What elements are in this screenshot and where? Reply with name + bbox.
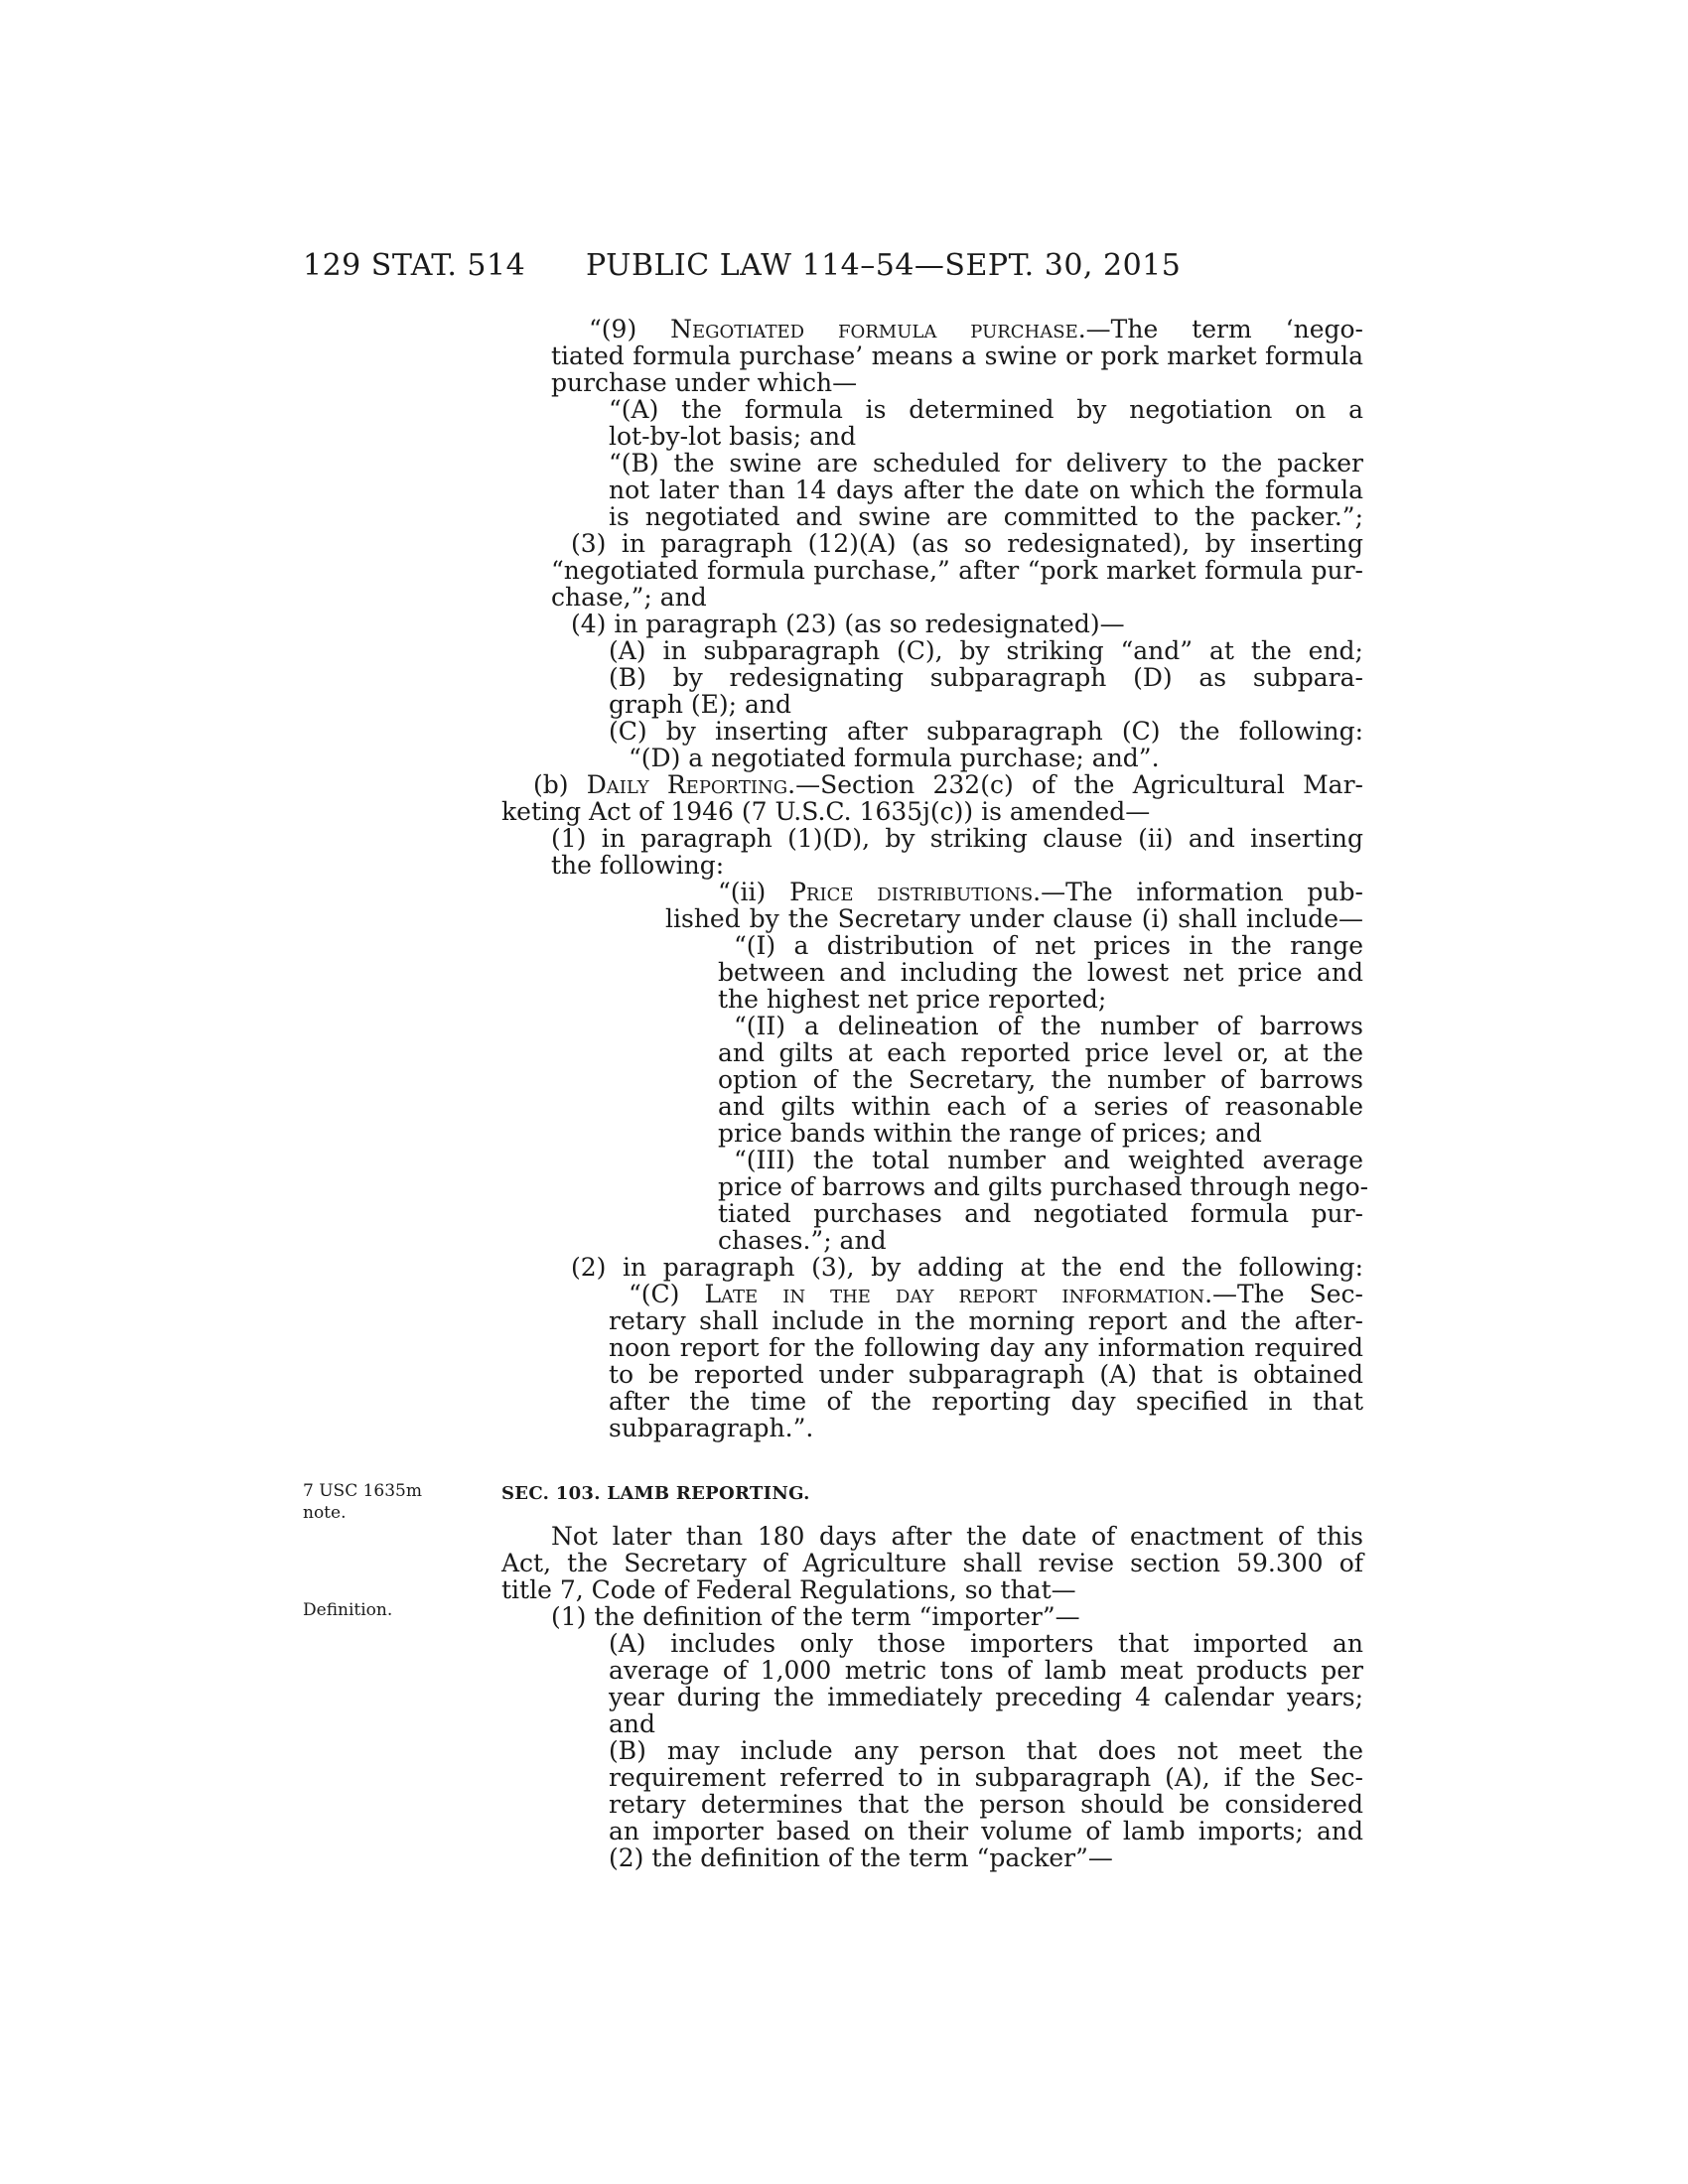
line-text: “(II) a delineation of the number of barrows: [734, 1012, 1363, 1040]
line-text: an importer based on their volume of lamb imports; and: [609, 1817, 1363, 1845]
line-text: noon report for the following day any information required: [609, 1333, 1363, 1362]
text-line: [609, 1710, 1363, 1737]
line-text: (3) in paragraph (12)(A) (as so redesignated), by inserting: [571, 529, 1363, 558]
line-text: subparagraph.”.: [609, 1414, 814, 1442]
text-line: [551, 342, 1363, 369]
line-text: (A) includes only those importers that imported an: [609, 1629, 1363, 1658]
line-text: (B) by redesignating subparagraph (D) as subpara-: [609, 663, 1363, 692]
text-line: [609, 1361, 1363, 1388]
text-line: [609, 477, 1363, 503]
line-text: retary shall include in the morning report and the after-: [609, 1306, 1363, 1335]
text-line: [629, 1281, 1363, 1307]
line-text: keting Act of 1946 (7 U.S.C. 1635j(c)) is amended—: [501, 797, 1151, 826]
margin-note-usc-note: note.: [303, 1503, 347, 1523]
line-text: Not later than 180 days after the date of enactment of this: [551, 1522, 1363, 1551]
line-text: and gilts within each of a series of reasonable: [718, 1092, 1363, 1121]
line-text: (1) the definition of the term “importer”—: [551, 1602, 1080, 1631]
text-line: [609, 664, 1363, 691]
text-line: [609, 423, 1363, 450]
line-text: between and including the lowest net price and: [718, 958, 1363, 987]
text-line: [734, 932, 1363, 959]
line-text: Act, the Secretary of Agriculture shall revise section 59.300 of: [501, 1549, 1363, 1577]
text-line: [609, 503, 1363, 530]
text-line: [609, 1334, 1363, 1361]
text-line: [718, 1039, 1363, 1066]
line-text: tiated formula purchase’ means a swine or pork market formula: [551, 341, 1363, 370]
text-line: [551, 852, 1363, 879]
line-text: option of the Secretary, the number of barrows: [718, 1065, 1363, 1094]
text-line: [609, 1630, 1363, 1657]
text-line: [718, 1227, 1363, 1254]
line-text: .—Section 232(c) of the Agricultural Mar-: [787, 770, 1363, 799]
line-text: average of 1,000 metric tons of lamb meat products per: [609, 1656, 1363, 1685]
text-line: [571, 611, 1363, 637]
text-line: [501, 1550, 1363, 1576]
text-line: [609, 718, 1363, 745]
text-line: [665, 905, 1363, 932]
line-text: “(A) the formula is determined by negotiation on a: [609, 395, 1363, 424]
text-line: [609, 396, 1363, 423]
text-line: [718, 1172, 1369, 1201]
line-text: (1) in paragraph (1)(D), by striking clause (ii) and inserting: [551, 824, 1363, 853]
section-heading: SEC. 103. LAMB REPORTING.: [501, 1483, 810, 1504]
line-text: chases.”; and: [718, 1226, 887, 1255]
text-line: [551, 825, 1363, 852]
line-text: “(B) the swine are scheduled for delivery to the packer: [609, 449, 1363, 478]
page-header-title: PUBLIC LAW 114–54—SEPT. 30, 2015: [586, 248, 1182, 283]
text-line: [609, 1415, 1363, 1441]
text-line: [734, 1013, 1363, 1039]
text-line: [571, 1254, 1363, 1281]
line-prefix: “(ii): [718, 878, 790, 906]
text-line: [718, 1066, 1363, 1093]
small-caps-heading: Daily Reporting: [586, 770, 788, 799]
line-text: “(D) a negotiated formula purchase; and”.: [629, 744, 1160, 772]
text-line: [718, 959, 1363, 986]
line-text: is negotiated and swine are committed to the packer.”;: [609, 502, 1363, 531]
text-line: [609, 1388, 1363, 1415]
text-line: [571, 530, 1363, 557]
line-text: price bands within the range of prices; and: [718, 1119, 1262, 1148]
text-line: [609, 1844, 1363, 1871]
line-text: not later than 14 days after the date on which the formula: [609, 476, 1363, 504]
line-text: and: [609, 1709, 656, 1738]
line-text: the highest net price reported;: [718, 985, 1107, 1014]
line-text: (C) by inserting after subparagraph (C) the following:: [609, 717, 1363, 746]
page-stat-number: 129 STAT. 514: [303, 248, 526, 283]
line-text: after the time of the reporting day specified in that: [609, 1387, 1363, 1416]
line-text: “negotiated formula purchase,” after “pork market formula pur-: [551, 556, 1363, 585]
text-line: [718, 1120, 1363, 1147]
line-text: lished by the Secretary under clause (i) shall include—: [665, 904, 1363, 933]
small-caps-heading: Negotiated formula purchase: [670, 315, 1078, 343]
text-line: [501, 798, 1363, 825]
text-line: [609, 1307, 1363, 1334]
line-text: graph (E); and: [609, 690, 792, 719]
line-prefix: “(9): [589, 315, 671, 343]
small-caps-heading: Late in the day report information: [704, 1280, 1205, 1308]
line-text: (4) in paragraph (23) (as so redesignated)—: [571, 610, 1125, 638]
line-text: tiated purchases and negotiated formula pur-: [718, 1199, 1363, 1228]
line-text: the following:: [551, 851, 725, 880]
text-line: [609, 1737, 1363, 1764]
line-text: retary determines that the person should be considered: [609, 1790, 1363, 1819]
line-text: and gilts at each reported price level or, at the: [718, 1038, 1363, 1067]
line-text: title 7, Code of Federal Regulations, so that—: [501, 1575, 1076, 1604]
text-line: [551, 584, 1363, 611]
text-line: [609, 1791, 1363, 1818]
line-text: price of barrows and gilts purchased through nego-: [718, 1172, 1369, 1201]
line-text: requirement referred to in subparagraph (A), if the Sec-: [609, 1763, 1363, 1792]
line-text: (2) in paragraph (3), by adding at the end the following:: [571, 1253, 1363, 1282]
text-line: [609, 1764, 1363, 1791]
text-line: [589, 316, 1363, 342]
text-line: [718, 986, 1363, 1013]
text-line: [718, 1093, 1363, 1120]
text-line: [533, 771, 1363, 798]
line-text: chase,”; and: [551, 583, 707, 612]
line-text: (B) may include any person that does not meet the: [609, 1736, 1363, 1765]
text-line: [629, 745, 1363, 771]
text-line: [718, 1200, 1363, 1227]
text-line: [609, 1657, 1363, 1684]
line-text: (2) the definition of the term “packer”—: [609, 1843, 1113, 1872]
text-line: [551, 369, 1363, 396]
text-line: [609, 691, 1363, 718]
text-line: [609, 450, 1363, 477]
text-line: [551, 557, 1363, 584]
text-line: [718, 879, 1363, 905]
line-text: .—The information pub-: [1033, 878, 1363, 906]
line-text: (A) in subparagraph (C), by striking “and” at the end;: [609, 636, 1363, 665]
text-line: [609, 1684, 1363, 1710]
small-caps-heading: Price distributions: [789, 878, 1034, 906]
line-text: “(III) the total number and weighted average: [734, 1146, 1363, 1174]
line-prefix: “(C): [629, 1280, 705, 1308]
text-line: [609, 637, 1363, 664]
text-line: [551, 1603, 1363, 1630]
margin-note-definition: Definition.: [303, 1600, 393, 1620]
line-text: .—The term ‘nego-: [1077, 315, 1364, 343]
text-line: [609, 1818, 1363, 1844]
line-text: lot-by-lot basis; and: [609, 422, 857, 451]
line-prefix: (b): [533, 770, 587, 799]
margin-note-usc: 7 USC 1635m: [303, 1481, 422, 1501]
line-text: .—The Sec-: [1204, 1280, 1363, 1308]
line-text: purchase under which—: [551, 368, 858, 397]
text-line: [734, 1147, 1363, 1173]
line-text: year during the immediately preceding 4 calendar years;: [609, 1683, 1363, 1711]
line-text: “(I) a distribution of net prices in the range: [734, 931, 1363, 960]
text-line: [551, 1523, 1363, 1550]
text-line: [501, 1576, 1363, 1603]
line-text: to be reported under subparagraph (A) that is obtained: [609, 1360, 1363, 1389]
